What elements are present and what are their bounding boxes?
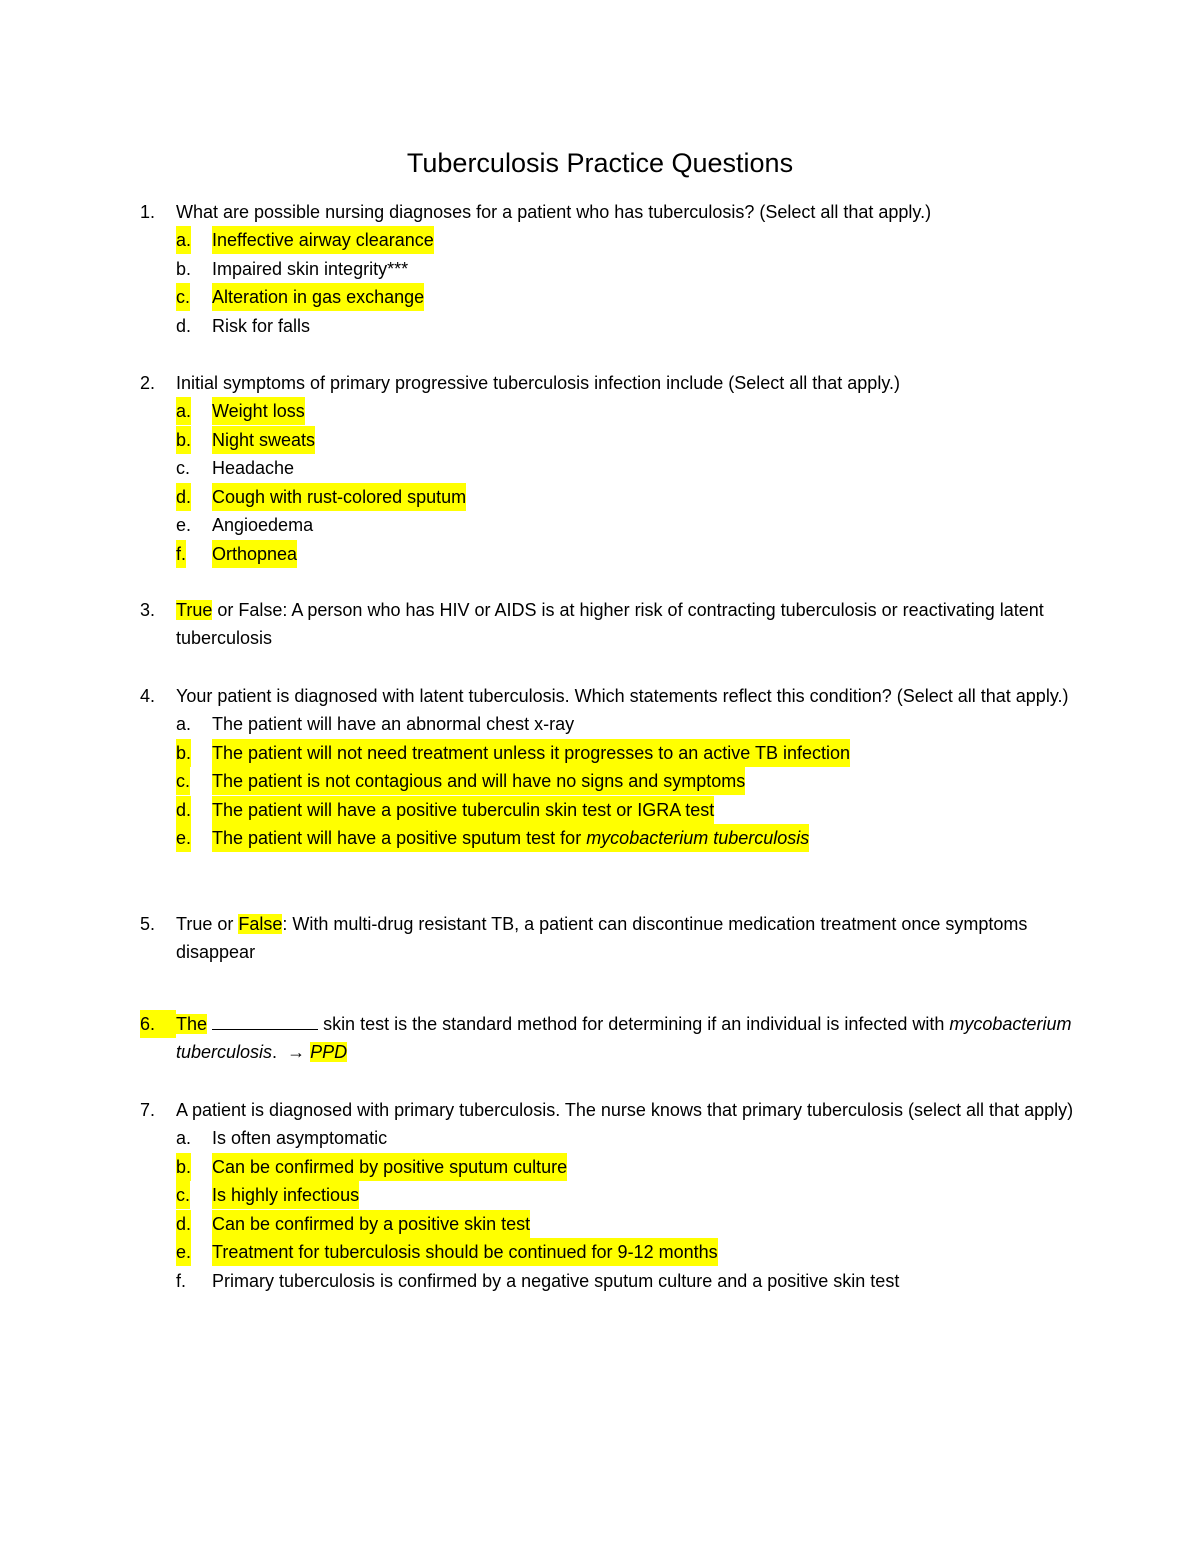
option-letter: a. [176,226,191,254]
option-text: Angioedema [212,515,314,535]
option-text: Can be confirmed by a positive skin test [212,1210,530,1238]
question-text [176,910,1080,966]
question-text-rest: or False: A person who has HIV or AIDS is at higher risk of contracting tuberculosis or reactivating latent tuberculosis [176,600,1044,648]
answer-option [176,1210,1080,1239]
option-letter: f. [176,540,186,568]
option-text: Headache [212,458,295,478]
question-1 [140,198,1080,340]
option-letter: b. [176,426,191,454]
question-period: . [272,1042,278,1062]
option-letter: c. [176,283,190,311]
option-text: Treatment for tuberculosis should be continued for 9-12 months [212,1238,718,1266]
option-text: Primary tuberculosis is confirmed by a negative sputum culture and a positive skin test [212,1270,900,1291]
option-text: Is highly infectious [212,1181,359,1209]
option-text [212,824,809,852]
option-text-plain: The patient will have a positive sputum test for [212,828,587,848]
answer-option [176,454,1080,483]
answer-option [176,1124,1080,1153]
question-6 [140,1010,1080,1066]
question-text-rest: : With multi-drug resistant TB, a patient can discontinue medication treatment once symptoms disappear [176,914,1028,962]
fill-in-blank [212,1010,318,1030]
option-text: Is often asymptomatic [212,1128,388,1148]
question-text [176,1010,1080,1066]
option-letter: c. [176,1181,190,1209]
option-text: The patient is not contagious and will have no signs and symptoms [212,767,745,795]
option-text: Can be confirmed by positive sputum culture [212,1153,567,1181]
option-text: The patient will have an abnormal chest x-ray [212,714,575,734]
answer-true: True [176,600,213,620]
option-letter: b. [176,739,191,767]
question-text [176,596,1080,652]
option-text-italic: mycobacterium tuberculosis [586,828,810,848]
option-text: The patient will not need treatment unless it progresses to an active TB infection [212,739,850,767]
question-text: Your patient is diagnosed with latent tuberculosis. Which statements reflect this condition? (Select all that apply.) [176,686,1069,706]
option-letter: e. [176,515,192,535]
question-text-rest: skin test is the standard method for determining if an individual is infected with [323,1014,945,1034]
option-text: Night sweats [212,426,315,454]
answer-option [176,540,1080,569]
answer-option [176,511,1080,540]
question-number: 3. [140,600,156,620]
option-text: Orthopnea [212,540,297,568]
option-text: Weight loss [212,397,305,425]
question-text: Initial symptoms of primary progressive tuberculosis infection include (Select all that apply.) [176,373,900,393]
option-letter: c. [176,458,191,478]
answer-ppd: PPD [310,1042,348,1062]
option-letter: f. [176,1270,187,1291]
answer-option [176,1153,1080,1182]
answer-option [176,1181,1080,1210]
option-letter: b. [176,1153,191,1181]
answer-false: False [238,914,283,934]
question-text: A patient is diagnosed with primary tuberculosis. The nurse knows that primary tuberculosis (select all that apply) [176,1100,1074,1120]
option-letter: d. [176,315,192,336]
option-letter: e. [176,824,191,852]
answer-option [176,1267,1080,1296]
question-number: 6. [140,1010,176,1038]
answer-option [176,767,1080,796]
option-text: Impaired skin integrity*** [212,258,409,279]
answer-option [176,397,1080,426]
answer-option [176,226,1080,255]
answer-option [176,312,1080,341]
question-4 [140,682,1080,853]
option-letter: e. [176,1238,191,1266]
option-text: Ineffective airway clearance [212,226,434,254]
arrow-icon: → [287,1042,306,1062]
option-letter: d. [176,796,191,824]
option-letter: a. [176,714,192,734]
question-5 [140,910,1080,966]
answer-option [176,483,1080,512]
question-prefix: True or [176,914,234,934]
question-number: 4. [140,686,156,706]
option-text: The patient will have a positive tuberculin skin test or IGRA test [212,796,714,824]
question-number: 1. [140,202,156,222]
answer-option [176,739,1080,768]
answer-option [176,283,1080,312]
answer-option [176,824,1080,853]
option-text: Risk for falls [212,315,311,336]
answer-option [176,426,1080,455]
option-text: Alteration in gas exchange [212,283,424,311]
option-letter: d. [176,483,191,511]
question-3 [140,596,1080,652]
question-number: 2. [140,373,156,393]
answer-option [176,796,1080,825]
option-letter: a. [176,1128,192,1148]
question-2 [140,369,1080,568]
option-letter: a. [176,397,191,425]
page-title: Tuberculosis Practice Questions [406,148,794,178]
question-lead-word: The [176,1014,208,1034]
option-letter: d. [176,1210,191,1238]
answer-option [176,710,1080,739]
answer-option [176,1238,1080,1267]
option-text: Cough with rust-colored sputum [212,483,466,511]
option-letter: c. [176,767,190,795]
option-letter: b. [176,258,192,279]
question-number: 5. [140,914,156,934]
question-italic-term: mycobacterium tuberculosis [176,1014,1072,1062]
question-text: What are possible nursing diagnoses for a patient who has tuberculosis? (Select all that apply.) [176,202,932,222]
answer-option [176,255,1080,284]
question-number: 7. [140,1100,156,1120]
question-7 [140,1096,1080,1295]
